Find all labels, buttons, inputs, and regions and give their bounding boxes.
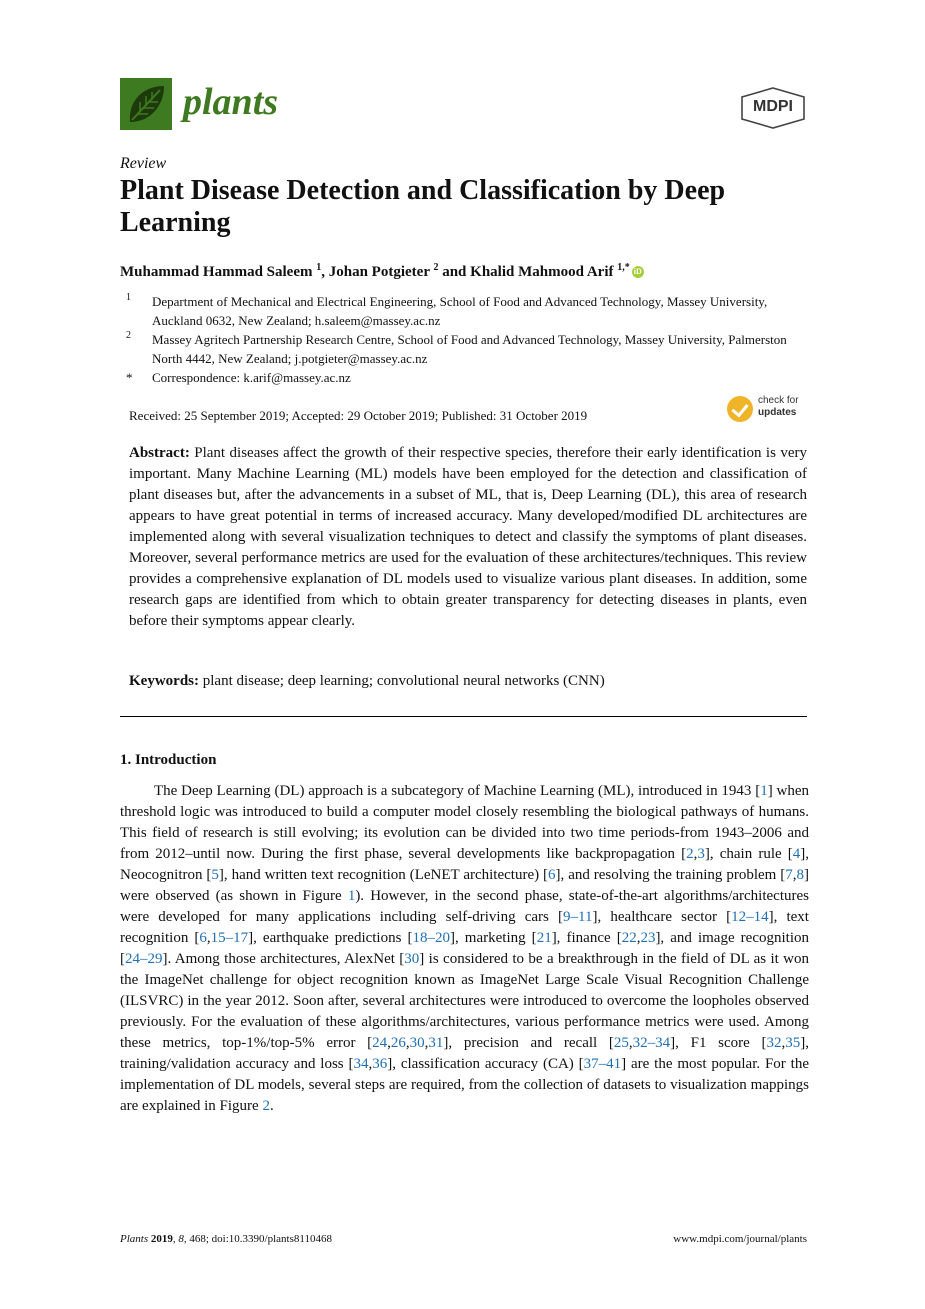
article-type: Review: [120, 155, 167, 172]
body-text: ]. Among those architectures, AlexNet [: [162, 951, 405, 967]
journal-name: plants: [183, 81, 279, 123]
body-text: ,: [206, 930, 211, 946]
body-text: .: [269, 1098, 274, 1114]
keywords-label: Keywords:: [129, 673, 199, 689]
citation-link[interactable]: 1: [760, 783, 768, 799]
keywords: [129, 673, 807, 690]
body-text: ], F1 score [: [670, 1035, 767, 1051]
journal-url[interactable]: www.mdpi.com/journal/plants: [673, 1233, 807, 1245]
body-text: The Deep Learning (DL) approach is a subcategory of Machine Learning (ML), introduced in 1943 [: [154, 783, 761, 799]
citation-link[interactable]: 36: [372, 1056, 388, 1072]
citation-link[interactable]: 34: [353, 1056, 369, 1072]
abstract: [129, 443, 807, 632]
body-text: ,: [368, 1056, 373, 1072]
affiliation-mark: 1: [126, 292, 131, 303]
article-title: Plant Disease Detection and Classification by Deep Learning: [120, 175, 726, 238]
body-text: ] were observed (as shown in Figure: [120, 867, 809, 904]
check-for-updates-badge[interactable]: [727, 394, 809, 426]
body-text: ], Neocognitron [: [120, 846, 810, 883]
author-name[interactable]: Muhammad Hammad Saleem: [120, 264, 313, 280]
leaf-icon: [120, 78, 172, 130]
body-text: ,: [628, 1035, 633, 1051]
citation-link[interactable]: 30: [404, 951, 420, 967]
body-text: ,: [424, 1035, 429, 1051]
citation-link[interactable]: 23: [640, 930, 656, 946]
orcid-icon[interactable]: iD: [633, 267, 642, 276]
citation-link[interactable]: 3: [697, 846, 705, 862]
publisher-label: MDPI: [753, 98, 793, 115]
body-text: ], healthcare sector [: [592, 909, 732, 925]
body-text: ,: [693, 846, 698, 862]
body-text: ], earthquake predictions [: [248, 930, 413, 946]
citation-link[interactable]: 2: [262, 1098, 270, 1114]
citation-link[interactable]: 1: [347, 888, 356, 904]
citation-link[interactable]: 18–20: [412, 930, 450, 946]
citation-link[interactable]: 24–29: [125, 951, 163, 967]
publication-dates: Received: 25 September 2019; Accepted: 29 October 2019; Published: 31 October 2019: [129, 408, 588, 423]
citation-link[interactable]: 6: [199, 930, 207, 946]
body-text: ] is considered to be a breakthrough in the field of DL as it won the ImageNet challenge for object recognition known as ImageNet Large Scale Visual Recognition Challenge (ILSVRC) in the year 2012. Soon after, several architectures were introduced to overcome the loopholes observed previously. For the evaluation of these algorithms/architectures, various performance metrics were used. Among these metrics, top-1%/top-5% error [: [120, 951, 809, 1051]
body-text: ,: [405, 1035, 410, 1051]
citation-link[interactable]: 26: [390, 1035, 406, 1051]
body-text: ], and image recognition [: [120, 930, 809, 967]
correspondence: [126, 368, 806, 387]
body-text: ] when threshold logic was introduced to build a computer model closely resembling the biological pathways of humans. This field of research is still evolving; its evolution can be divided into two time periods-from 1943–2006 and from 2012–until now. During the first phase, several developments like backpropagation [: [120, 783, 809, 862]
citation-link[interactable]: 21: [536, 930, 552, 946]
affiliation-text: Massey Agritech Partnership Research Centre, School of Food and Advanced Technology, Massey University, Palmerston North 4442, New Zealand; j.potgieter@massey.ac.nz: [152, 332, 787, 366]
body-text: ], and resolving the training problem [: [555, 867, 786, 883]
body-text: ], classification accuracy (CA) [: [387, 1056, 584, 1072]
body-text: ,: [792, 867, 797, 883]
body-text: ,: [636, 930, 641, 946]
check-updates-line1: check for: [758, 395, 799, 406]
affiliation-2: [126, 330, 806, 368]
body-text: ,: [781, 1035, 786, 1051]
body-text: ], marketing [: [450, 930, 537, 946]
author-affil-mark: 2: [433, 262, 439, 273]
author-list: Muhammad Hammad Saleem $^1$, Johan Potgieter $^2$ and Khalid Mahmood Arif $^{1,*}$ iD: [120, 262, 642, 280]
citation-link[interactable]: 30: [409, 1035, 425, 1051]
body-text: ], text recognition [: [120, 909, 809, 946]
citation-link[interactable]: 8: [796, 867, 804, 883]
author-name[interactable]: Johan Potgieter: [328, 264, 430, 280]
body-text: ], hand written text recognition (LeNET architecture) [: [218, 867, 549, 883]
body-text: ], chain rule [: [704, 846, 793, 862]
citation-link[interactable]: 4: [792, 846, 801, 862]
citation-footer: Plants 2019, 8, 468; doi:10.3390/plants8110468: [120, 1233, 332, 1245]
body-text: ] are the most popular. For the implementation of DL models, several steps are required, from the collection of datasets to visualization mappings are explained in Figure: [120, 1056, 809, 1114]
citation-link[interactable]: 22: [621, 930, 637, 946]
author-affil-mark: 1: [316, 262, 322, 273]
author-name[interactable]: Khalid Mahmood Arif: [470, 264, 614, 280]
citation-link[interactable]: 32–34: [632, 1035, 671, 1051]
affiliation-mark: 2: [126, 330, 131, 341]
citation-link[interactable]: 37–41: [583, 1056, 622, 1072]
abstract-label: Abstract:: [129, 445, 190, 461]
footer-doi: , 468; doi:10.3390/plants8110468: [183, 1233, 332, 1245]
citation-link[interactable]: 6: [548, 867, 556, 883]
author-affil-mark: 1,*: [617, 262, 630, 273]
check-updates-line2: updates: [758, 407, 797, 418]
affiliation-mark: *: [126, 370, 133, 385]
citation-link[interactable]: 9–11: [563, 909, 593, 925]
affiliation-1: [126, 292, 806, 330]
abstract-text: Plant diseases affect the growth of their respective species, therefore their early identification is very important. Many Machine Learning (ML) models have been employed for the detection and classification of plant diseases but, after the advancements in a subset of ML, that is, Deep Learning (DL), this area of research appears to have great potential in terms of increased accuracy. Many developed/modified DL architectures are implemented along with several visualization techniques to detect and classify the symptoms of plant diseases. Moreover, several performance metrics are used for the evaluation of these architectures/techniques. This review provides a comprehensive explanation of DL models used to visualize various plant diseases. In addition, some research gaps are identified from which to obtain greater transparency for detecting diseases in plants, even before their symptoms appear clearly.: [129, 445, 807, 629]
body-text: ). However, in the second phase, state-of-the-art algorithms/architectures were developed for many applications including self-driving cars [: [120, 888, 809, 925]
body-text: ], training/validation accuracy and loss [: [120, 1035, 809, 1072]
affiliation-text[interactable]: Correspondence: k.arif@massey.ac.nz: [152, 370, 351, 385]
citation-link[interactable]: 25: [613, 1035, 629, 1051]
citation-link[interactable]: 5: [211, 867, 219, 883]
body-text: ,: [387, 1035, 391, 1051]
citation-link[interactable]: 12–14: [731, 909, 769, 925]
introduction-paragraph: [120, 781, 809, 1117]
citation-link[interactable]: 35: [785, 1035, 801, 1051]
section-heading: 1. Introduction: [120, 752, 217, 768]
journal-logo: [120, 78, 172, 130]
footer-journal: Plants: [120, 1233, 149, 1245]
keywords-text: plant disease; deep learning; convolutional neural networks (CNN): [202, 673, 605, 689]
mdpi-logo: [740, 87, 806, 129]
citation-link[interactable]: 15–17: [210, 930, 249, 946]
checkmark-icon: [727, 396, 753, 422]
body-text: ], precision and recall [: [443, 1035, 614, 1051]
citation-link[interactable]: 32: [766, 1035, 782, 1051]
citation-link[interactable]: 31: [428, 1035, 444, 1051]
citation-link[interactable]: 24: [372, 1035, 388, 1051]
citation-link[interactable]: 7: [785, 867, 793, 883]
section-divider: [120, 716, 807, 717]
body-text: ], finance [: [551, 930, 622, 946]
footer-volume: 8: [178, 1233, 184, 1245]
footer-year: 2019: [150, 1233, 173, 1245]
affiliation-text: Department of Mechanical and Electrical Engineering, School of Food and Advanced Technology, Massey University, Auckland 0632, New Zealand; h.saleem@massey.ac.nz: [152, 294, 768, 328]
citation-link[interactable]: 2: [686, 846, 694, 862]
